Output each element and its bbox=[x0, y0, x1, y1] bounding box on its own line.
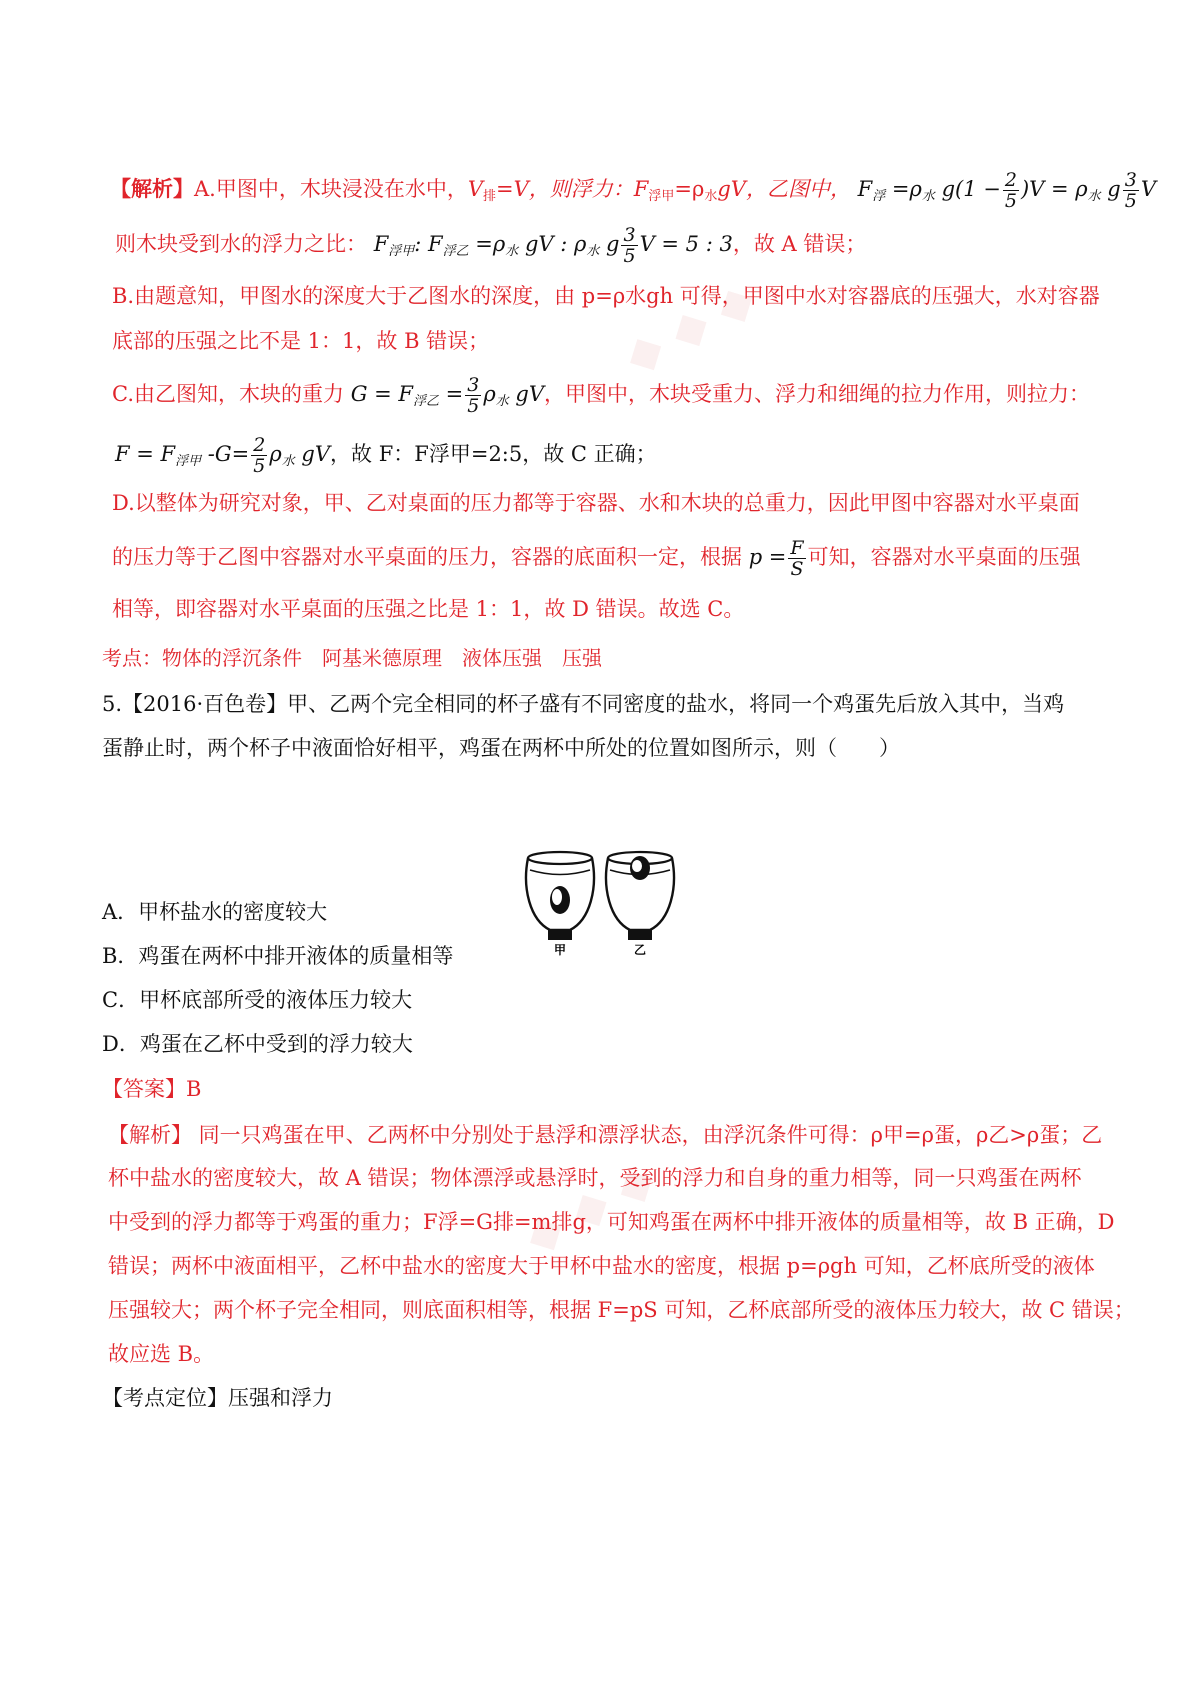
analysis1-line2: 则木块受到水的浮力之比： $F_{浮甲}$: $F_{浮乙} =\rho_水$ gV : $\rho_水$ g $\frac{3}{5}$ V = 5 : 3，故 A 错误； bbox=[115, 224, 867, 267]
analysis2-line3: 中受到的浮力都等于鸡蛋的重力；F浮=G排=m排g，可知鸡蛋在两杯中排开液体的质量相等，故 B 正确，D bbox=[108, 1210, 1115, 1234]
question5-line1: 5.【2016·百色卷】甲、乙两个完全相同的杯子盛有不同密度的盐水，将同一个鸡蛋先后放入其中，当鸡 bbox=[102, 692, 1065, 716]
formula-f-fu: $F_浮 =\rho_水$ g(1 − $\frac{2}{5}$ )$V = \rho_水$ g $\frac{3}{5}$ V bbox=[857, 169, 1156, 212]
formula-tension: $F = F_{浮甲}$ -G= $\frac{2}{5}$ $\rho_水$ gV bbox=[115, 434, 331, 477]
label-yi: 乙 bbox=[633, 943, 647, 957]
analysis2-line5: 压强较大；两个杯子完全相同，则底面积相等，根据 F=pS 可知，乙杯底部所受的液体压力较大，故 C 错误； bbox=[108, 1298, 1135, 1322]
option-c: C．甲杯底部所受的液体压力较大 bbox=[102, 988, 413, 1012]
analysis2-line4: 错误；两杯中液面相平，乙杯中盐水的密度大于甲杯中盐水的密度，根据 p=ρgh 可知，乙杯底所受的液体 bbox=[108, 1254, 1095, 1278]
watermark: ◆ ◆ ◆ bbox=[615, 270, 763, 384]
watermark: ◆ ◆ ◆ bbox=[515, 1150, 663, 1264]
option-a: A．甲杯盐水的密度较大 bbox=[102, 900, 328, 924]
analysis1-line9: 相等，即容器对水平桌面的压强之比是 1：1，故 D 错误。故选 C。 bbox=[112, 597, 745, 621]
option-d: D．鸡蛋在乙杯中受到的浮力较大 bbox=[102, 1032, 413, 1056]
formula-ratio: $F_{浮甲}$: $F_{浮乙} =\rho_水$ gV : $\rho_水$ g $\frac{3}{5}$ V = 5 : 3 bbox=[373, 224, 733, 267]
cup-yi bbox=[606, 852, 674, 957]
analysis2-line1: 【解析】 同一只鸡蛋在甲、乙两杯中分别处于悬浮和漂浮状态，由浮沉条件可得：ρ甲=ρ蛋，ρ乙>ρ蛋；乙 bbox=[108, 1123, 1103, 1147]
analysis1-line3: B.由题意知，甲图水的深度大于乙图水的深度，由 p=ρ水gh 可得，甲图中水对容器底的压强大，水对容器 bbox=[112, 284, 1100, 308]
analysis-tag: 【解析】 bbox=[110, 176, 194, 201]
analysis1-line1: 【解析】A.甲图中，木块浸没在水中，$V_排=V$，则浮力：$F_{浮甲}=\rho_水gV$，乙图中， $F_浮 =\rho_水$ g(1 − $\frac{2}{5}$ )$V = \rho_水$ g $\frac{3}{5}$ V bbox=[110, 169, 1156, 212]
analysis1-line8: 的压力等于乙图中容器对水平桌面的压力，容器的底面积一定，根据 p = $\frac{F}{S}$ 可知，容器对水平桌面的压强 bbox=[112, 537, 1081, 580]
answer-line: 【答案】B bbox=[102, 1077, 202, 1101]
formula-pressure: p = $\frac{F}{S}$ bbox=[748, 537, 804, 580]
question5-line2: 蛋静止时，两个杯子中液面恰好相平，鸡蛋在两杯中所处的位置如图所示，则（ ） bbox=[102, 736, 900, 760]
analysis1-line4: 底部的压强之比不是 1：1，故 B 错误； bbox=[112, 329, 490, 353]
kaodian-line: 考点：物体的浮沉条件 阿基米德原理 液体压强 压强 bbox=[102, 646, 602, 670]
analysis1-line7: D.以整体为研究对象，甲、乙对桌面的压力都等于容器、水和木块的总重力，因此甲图中容器对水平桌面 bbox=[112, 491, 1080, 515]
cup-jia bbox=[526, 852, 594, 957]
label-jia: 甲 bbox=[553, 943, 567, 957]
cups-figure bbox=[520, 848, 680, 958]
analysis2-line6: 故应选 B。 bbox=[108, 1342, 215, 1366]
analysis1-line5: C.由乙图知，木块的重力 $G = F_{浮乙}$ = $\frac{3}{5}$ $\rho_水$ gV，甲图中，木块受重力、浮力和细绳的拉力作用，则拉力： bbox=[112, 374, 1091, 417]
analysis1-line6: $F = F_{浮甲}$ -G= $\frac{2}{5}$ $\rho_水$ gV，故 F：F浮甲=2:5，故 C 正确； bbox=[115, 434, 657, 477]
kaodian-dingwei: 【考点定位】压强和浮力 bbox=[102, 1386, 333, 1410]
formula-gravity: $G = F_{浮乙}$ = $\frac{3}{5}$ $\rho_水$ gV bbox=[350, 374, 545, 417]
analysis2-line2: 杯中盐水的密度较大，故 A 错误；物体漂浮或悬浮时，受到的浮力和自身的重力相等，同一只鸡蛋在两杯 bbox=[108, 1166, 1082, 1190]
option-b: B．鸡蛋在两杯中排开液体的质量相等 bbox=[102, 944, 454, 968]
